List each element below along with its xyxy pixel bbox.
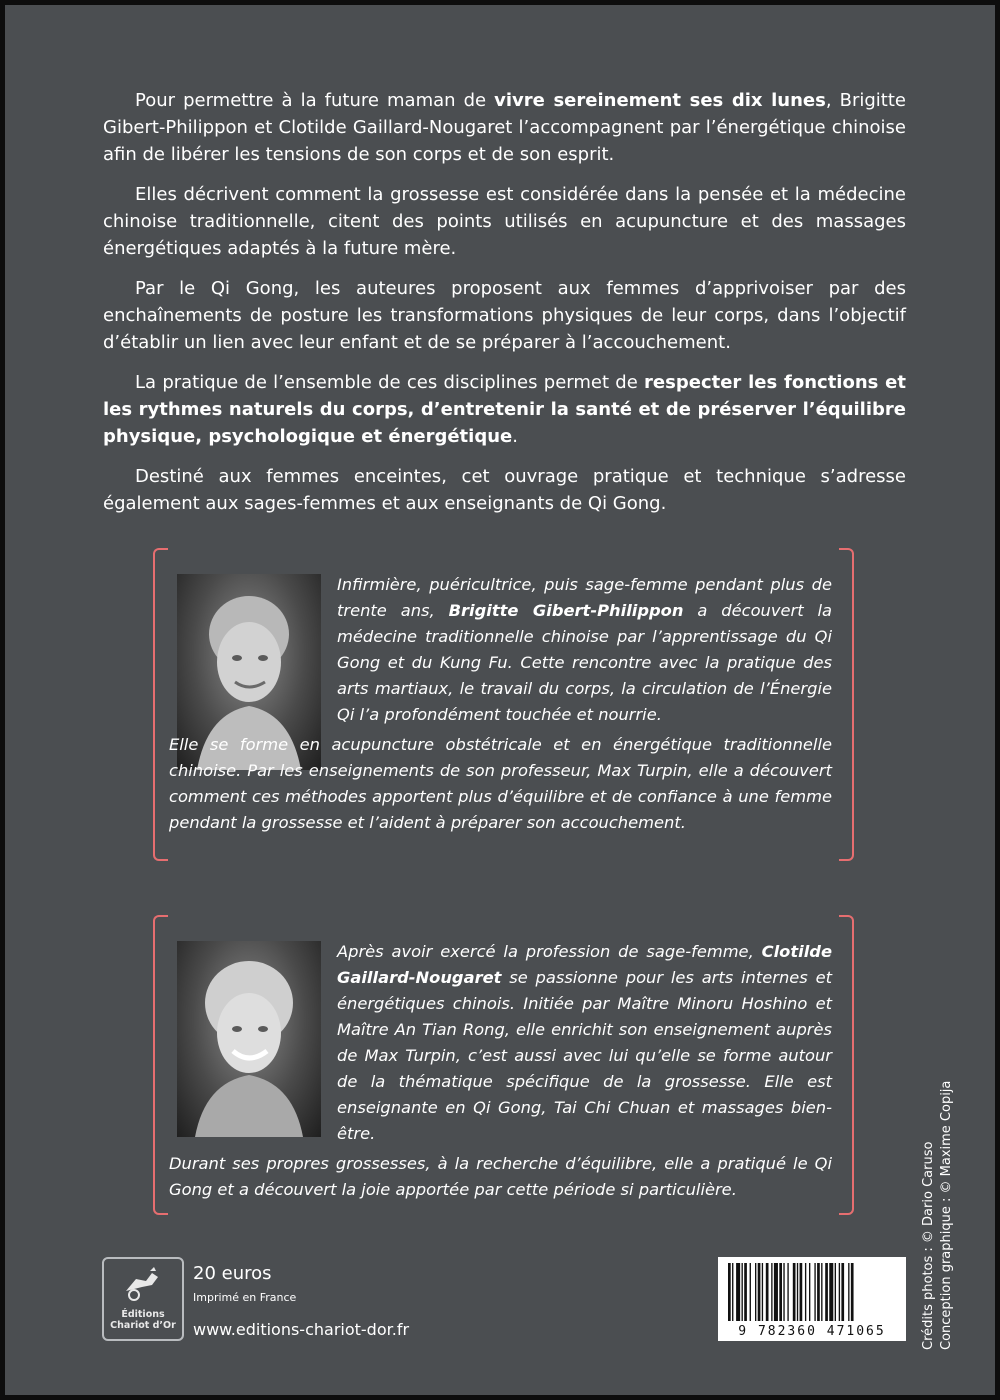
chariot-icon [122, 1265, 162, 1301]
design-credits: Conception graphique : © Maxime Copija [939, 1080, 954, 1350]
price: 20 euros [193, 1263, 272, 1284]
intro-paragraph-5: Destiné aux femmes enceintes, cet ouvrage pratique et technique s’adresse également aux sages-femmes et aux enseignants de Qi Gong. [103, 466, 906, 514]
bio-paragraph: Infirmière, puéricultrice, puis sage-femme pendant plus de trente ans, Brigitte Gibert-Philippon a découvert la médecine traditionnelle chinoise par l’apprentissage du Qi Gong et du Kung Fu. Cette rencontre avec la pratique des arts martiaux, le travail du corps, la circulation de l’Énergie Qi l’a profondément touchée et nourrie. [337, 575, 832, 724]
author-photo-clotilde [177, 941, 321, 1137]
intro-text [103, 87, 906, 530]
isbn-number: 9 782360 471065 [738, 1324, 886, 1339]
intro-paragraph-2: Elles décrivent comment la grossesse est considérée dans la pensée et la médecine chinoise traditionnelle, citent des points utilisés en acupuncture et des massages énergétiques adaptés à la future mère. [103, 184, 906, 259]
back-cover [5, 5, 995, 1395]
bracket-right [839, 915, 854, 1215]
intro-paragraph-3: Par le Qi Gong, les auteures proposent aux femmes d’apprivoiser par des enchaînements de posture les transformations physiques de leur corps, dans l’objectif d’établir un lien avec leur enfant et de se préparer à l’accouchement. [103, 278, 906, 353]
author-bio-brigitte [153, 548, 854, 861]
bio-paragraph: Après avoir exercé la profession de sage-femme, Clotilde Gaillard-Nougaret se passionne pour les arts internes et énergétiques chinois. Initiée par Maître Minoru Hoshino et Maître An Tian Rong, elle enrichit son enseignement auprès de Max Turpin, c’est aussi avec lui qu’elle se forme autour de la thématique spécifique de la grossesse. Elle est enseignante en Qi Gong, Tai Chi Chuan et massages bien-être. [337, 942, 832, 1143]
bio-paragraph: Elle se forme en acupuncture obstétricale et en énergétique traditionnelle chinoise. Par les enseignements de son professeur, Max Turpin, elle a découvert comment ces méthodes apportent plus d’équilibre et de confiance à une femme pendant la grossesse et l’aident à préparer son accouchement. [169, 735, 832, 832]
intro-paragraph-4: La pratique de l’ensemble de ces disciplines permet de respecter les fonctions et les rythmes naturels du corps, d’entretenir la santé et de préserver l’équilibre physique, psychologique et énergétique. [103, 372, 906, 447]
author-bio-clotilde [153, 915, 854, 1215]
bracket-left [153, 915, 168, 1215]
printed-in: Imprimé en France [193, 1291, 297, 1304]
credits [920, 1081, 956, 1350]
bio-paragraph: Durant ses propres grossesses, à la recherche d’équilibre, elle a pratiqué le Qi Gong et a découvert la joie apportée par cette période si particulière. [169, 1154, 832, 1199]
photo-credits: Crédits photos : © Dario Caruso [921, 1141, 936, 1350]
author-bio-text-clotilde [169, 939, 832, 1207]
author-bio-text-brigitte [169, 572, 832, 840]
publisher-logo: Éditions Chariot d’Or [102, 1257, 184, 1341]
barcode [718, 1257, 906, 1341]
bracket-right [839, 548, 854, 861]
bracket-left [153, 548, 168, 861]
barcode-bars [726, 1263, 898, 1321]
publisher-website[interactable]: www.editions-chariot-dor.fr [193, 1320, 410, 1339]
intro-paragraph-1: Pour permettre à la future maman de vivre sereinement ses dix lunes, Brigitte Gibert-Philippon et Clotilde Gaillard-Nougaret l’accompagnent par l’énergétique chinoise afin de libérer les tensions de son corps et de son esprit. [103, 90, 906, 165]
